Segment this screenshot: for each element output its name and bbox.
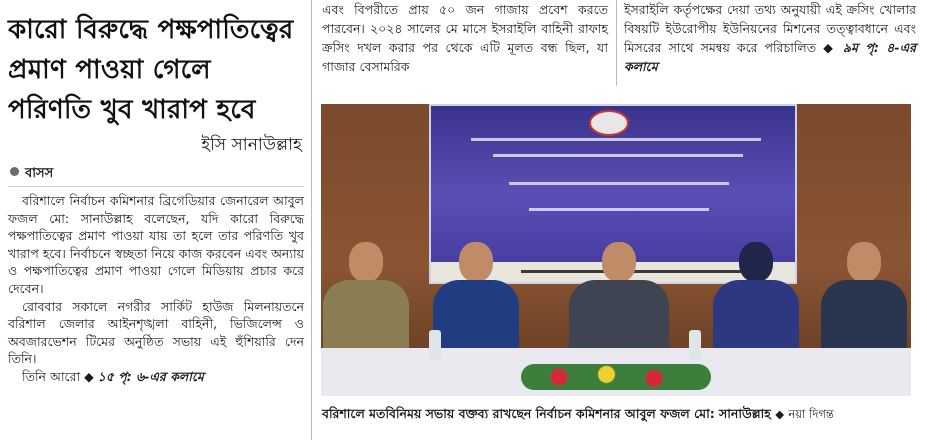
column-rule-middle [616, 0, 617, 86]
water-bottle [689, 330, 701, 360]
person-official-right [821, 242, 907, 352]
last-line-text: তিনি আরো [22, 368, 81, 384]
article-paragraph-2: রোববার সকালে নগরীর সার্কিট হাউজ মিলনায়তনে বরিশাল জেলার আইনশৃঙ্খলা বাহিনী, ভিজিলেন্স ও অবজারভেশন টিমের অনুষ্ঠিত সভায় এই হুঁশিয়ারি দেন তিনি। [8, 298, 304, 367]
article-body [8, 192, 304, 386]
caption-text: বরিশালে মতবিনিময় সভায় বক্তব্য রাখছেন নির্বাচন কমিশনার আবুল ফজল মো: সানাউল্লাহ [322, 406, 771, 421]
news-photo [321, 104, 911, 396]
banner-text-line [471, 138, 761, 141]
dateline-divider [8, 186, 304, 187]
article-byline: ইসি সানাউল্লাহ [201, 135, 302, 155]
dateline-text: বাসস [25, 166, 54, 181]
banner-text-line [493, 154, 743, 157]
article-continuation [8, 368, 304, 386]
credit-diamond-icon: ◆ [775, 407, 785, 421]
flower-arrangement [521, 364, 711, 390]
article-paragraph-1: বরিশালে নির্বাচন কমিশনার ব্রিগেডিয়ার জেনারেল আবুল ফজল মো: সানাউল্লাহ বলেছেন, যদি কারো বিরুদ্ধে পক্ষপাতিত্বের প্রমাণ পাওয়া যায় তা হলে তার পরিণতি খুব খারাপ হবে। নির্বাচনে স্বচ্ছতা নিয়ে কাজ করবেন এবং অন্যায় ও পক্ষপাতিত্বের প্রমাণ পাওয়া গেলে মিডিয়ায় প্রচার করে দেবেন। [8, 193, 304, 296]
election-commission-logo-icon [589, 110, 629, 136]
article-headline: কারো বিরুদ্ধে পক্ষপাতিত্বের প্রমাণ পাওয়া গেলে পরিণতি খুব খারাপ হবে [8, 15, 294, 125]
banner-text-line [509, 182, 729, 185]
middle-column-text: এবং বিপরীতে প্রায় ৫০ জন গাজায় প্রবেশ করতে পারবেন। ২০২৪ সালের মে মাসে ইসরাইলি বাহিনী রাফাহ ক্রসিং দখল করার পর থেকে এটি মূলত বন্ধ ছিল, যা গাজার বেসামরিক [322, 2, 608, 74]
jump-diamond-icon: ◆ [823, 40, 836, 55]
right-continuation-jump[interactable]: ৯ম পৃ: ৪-এর কলামে [624, 40, 916, 74]
right-column-text: ইসরাইলি কর্তৃপক্ষের দেয়া তথ্য অনুযায়ী এই ক্রসিং খোলার বিষয়টি ইউরোপীয় ইউনিয়নের মিশনের তত্ত্বাবধানে এবং মিসরের সাথে সমন্বয় করে পরিচালিত [624, 2, 916, 55]
column-rule-left [311, 0, 312, 440]
jump-diamond-icon: ◆ [84, 368, 94, 384]
right-column-text-block [624, 0, 916, 76]
person-police-officer [323, 242, 409, 352]
continuation-jump[interactable]: ১৫ পৃ: ৬-এর কলামে [97, 368, 204, 384]
person-election-commissioner [569, 242, 669, 352]
banner-text-line [529, 208, 709, 211]
person-police-woman [713, 242, 799, 352]
photo-credit: নয়া দিগন্ত [788, 407, 834, 421]
photo-caption [322, 406, 912, 426]
water-bottle [429, 330, 441, 360]
bullet-icon [10, 167, 19, 176]
article-dateline [10, 164, 53, 185]
person-official-blue-suit [433, 242, 519, 352]
